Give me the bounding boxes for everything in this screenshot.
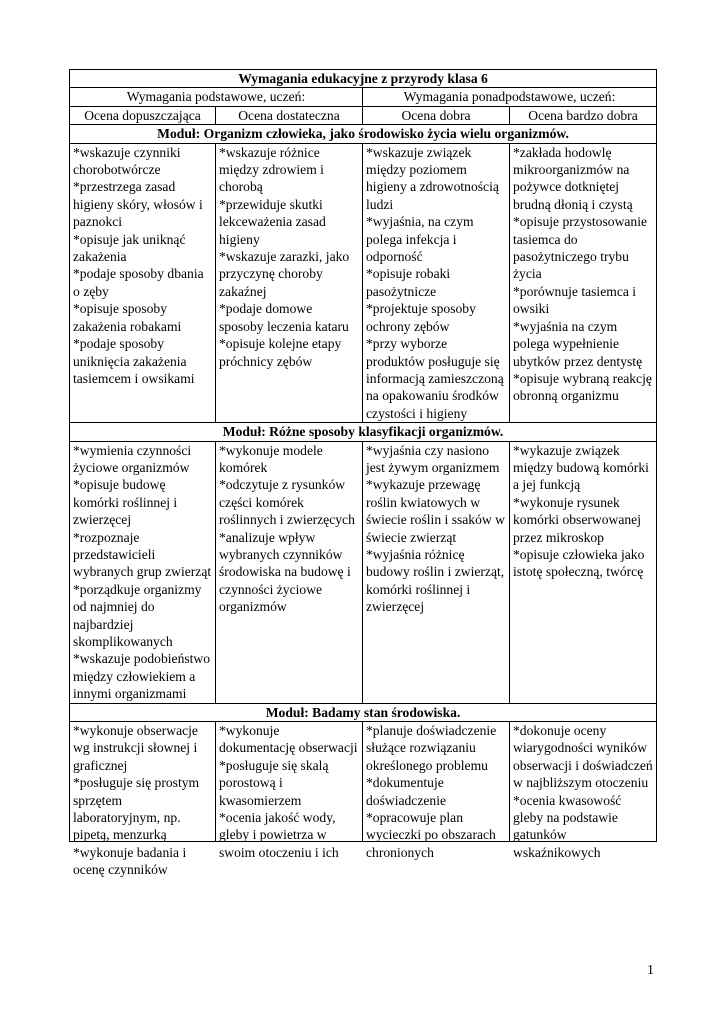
requirement-item: *opisuje przystosowanie tasiemca do pasożytniczego trybu życia — [513, 214, 648, 282]
requirement-item: *posługuje się skalą porostową i kwasomierzem — [219, 757, 329, 808]
requirement-item: *ocenia jakość wody, gleby i powietrza w swoim otoczeniu i ich — [219, 810, 339, 860]
requirement-cell — [510, 722, 657, 860]
requirement-item: *opisuje robaki pasożytnicze — [366, 266, 451, 299]
requirement-item: *wykonuje dokumentację obserwacji — [219, 723, 358, 756]
requirement-item: *planuje doświadczenie służące rozwiązaniu określonego problemu — [366, 723, 497, 773]
requirement-item: *wykazuje związek między budową komórki a jej funkcją — [513, 442, 649, 493]
requirement-item: *analizuje wpływ wybranych czynników środowiska na budowę i czynności życiowe organizmów — [219, 529, 351, 615]
requirement-item: *wyjaśnia na czym polega wypełnienie ubytków przez dentystę — [513, 318, 643, 369]
requirement-item: *przestrzega zasad higieny skóry, włosów i paznokci — [73, 179, 203, 230]
requirement-cell — [510, 441, 657, 703]
module-title: Moduł: Organizm człowieka, jako środowisko życia wielu organizmów. — [70, 125, 657, 143]
requirement-item: *wykonuje rysunek komórki obserwowanej przez mikroskop — [513, 494, 641, 545]
grade-header: Ocena dostateczna — [216, 106, 363, 124]
requirement-item: *porządkuje organizmy od najmniej do najbardziej skomplikowanych — [73, 581, 202, 649]
requirement-item: *porównuje tasiemca i owsiki — [513, 283, 637, 317]
requirement-item: *ocenia kwasowość gleby na podstawie gatunków wskaźnikowych — [513, 792, 622, 860]
requirement-item: *podaje sposoby dbania o zęby — [73, 266, 204, 299]
requirement-cell — [70, 441, 216, 703]
module-content-row — [70, 722, 657, 842]
requirement-cell — [510, 143, 657, 423]
page-number: 1 — [647, 963, 654, 978]
module-title: Moduł: Różne sposoby klasyfikacji organizmów. — [70, 423, 657, 441]
group-row — [70, 88, 657, 106]
requirement-item: *dokumentuje doświadczenie — [366, 775, 447, 808]
requirement-item: *zakłada hodowlę mikroorganizmów na pożywce dotkniętej brudną dłonią i czystą — [513, 144, 633, 212]
requirement-item: *podaje domowe sposoby leczenia kataru — [219, 301, 349, 334]
requirements-table — [69, 69, 657, 878]
requirement-item: *wykonuje obserwacje wg instrukcji słownej i graficznej — [73, 723, 198, 773]
cell-clip — [513, 722, 653, 860]
requirement-cell — [70, 722, 216, 878]
module-header-row — [70, 423, 657, 441]
requirement-cell — [363, 441, 510, 703]
cell-clip — [366, 722, 506, 860]
requirement-item: *posługuje się prostym sprzętem laboratoryjnym, np. pipetą, menzurką — [73, 775, 200, 843]
requirement-item: *wskazuje związek między poziomem higieny a zdrowotnością ludzi — [366, 144, 499, 212]
requirement-cell — [363, 722, 510, 860]
requirement-item: *wyjaśnia czy nasiono jest żywym organizmem — [366, 442, 500, 475]
requirement-item: *wskazuje czynniki chorobotwórcze — [73, 144, 181, 178]
requirement-item: *opisuje budowę komórki roślinnej i zwierzęcej — [73, 477, 178, 528]
requirement-item: *wyjaśnia, na czym polega infekcja i odporność — [366, 214, 474, 265]
title-row — [70, 70, 657, 88]
requirement-item: *wykonuje badania i ocenę czynników — [73, 844, 187, 878]
requirement-item: *wskazuje podobieństwo między człowiekiem a innymi organizmami — [73, 651, 211, 702]
module-content-row — [70, 143, 657, 423]
module-content-row — [70, 441, 657, 703]
requirement-item: *wymienia czynności życiowe organizmów — [73, 442, 192, 475]
grade-header: Ocena bardzo dobra — [510, 106, 657, 124]
requirement-item: *rozpoznaje przedstawicieli wybranych grup zwierząt — [73, 529, 212, 580]
requirement-item: *opisuje jak uniknąć zakażenia — [73, 231, 186, 265]
cell-clip — [219, 722, 359, 860]
module-header-row — [70, 125, 657, 143]
module-header-row — [70, 703, 657, 721]
requirement-item: *wykonuje modele komórek — [219, 442, 323, 475]
requirement-item: *wskazuje różnice między zdrowiem i chorobą — [219, 144, 324, 195]
requirement-item: *opisuje sposoby zakażenia robakami — [73, 301, 182, 334]
module-title: Moduł: Badamy stan środowiska. — [70, 703, 657, 721]
grade-header: Ocena dopuszczająca — [70, 106, 216, 124]
requirement-cell — [216, 441, 363, 703]
table-title: Wymagania edukacyjne z przyrody klasa 6 — [70, 70, 657, 88]
requirement-cell — [216, 722, 363, 860]
requirement-item: *podaje sposoby uniknięcia zakażenia tasiemcem i owsikami — [73, 336, 195, 386]
cell-clip — [73, 722, 212, 878]
requirement-item: *opisuje człowieka jako istotę społeczną, twórcę — [513, 546, 645, 580]
requirement-cell — [70, 143, 216, 423]
requirement-item: *projektuje sposoby ochrony zębów — [366, 301, 476, 334]
group-advanced: Wymagania ponadpodstawowe, uczeń: — [363, 88, 657, 106]
requirement-cell — [363, 143, 510, 423]
requirement-item: *przewiduje skutki lekceważenia zasad higieny — [219, 196, 326, 247]
requirement-item: *wykazuje przewagę roślin kwiatowych w świecie roślin i ssaków w świecie zwierząt — [366, 477, 505, 545]
grade-header: Ocena dobra — [363, 106, 510, 124]
group-basic: Wymagania podstawowe, uczeń: — [70, 88, 363, 106]
requirement-item: *dokonuje oceny wiarygodności wyników obserwacji i doświadczeń w najbliższym otoczeniu — [513, 723, 653, 791]
requirement-cell — [216, 143, 363, 423]
requirement-item: *opracowuje plan wycieczki po obszarach chronionych — [366, 810, 496, 860]
requirement-item: *opisuje wybraną reakcję obronną organizmu — [513, 370, 652, 404]
requirement-item: *odczytuje z rysunków części komórek roślinnych i zwierzęcych — [219, 477, 355, 528]
requirement-item: *opisuje kolejne etapy próchnicy zębów — [219, 336, 342, 369]
requirement-item: *wskazuje zarazki, jako przyczynę choroby zakaźnej — [219, 249, 350, 299]
requirement-item: *wyjaśnia różnicę budowy roślin i zwierząt, komórki roślinnej i zwierzęcej — [366, 546, 505, 615]
grade-row — [70, 106, 657, 124]
requirement-item: *przy wyborze produktów posługuje się informacją zamieszczoną na opakowaniu środków czystości i higieny — [366, 336, 504, 421]
